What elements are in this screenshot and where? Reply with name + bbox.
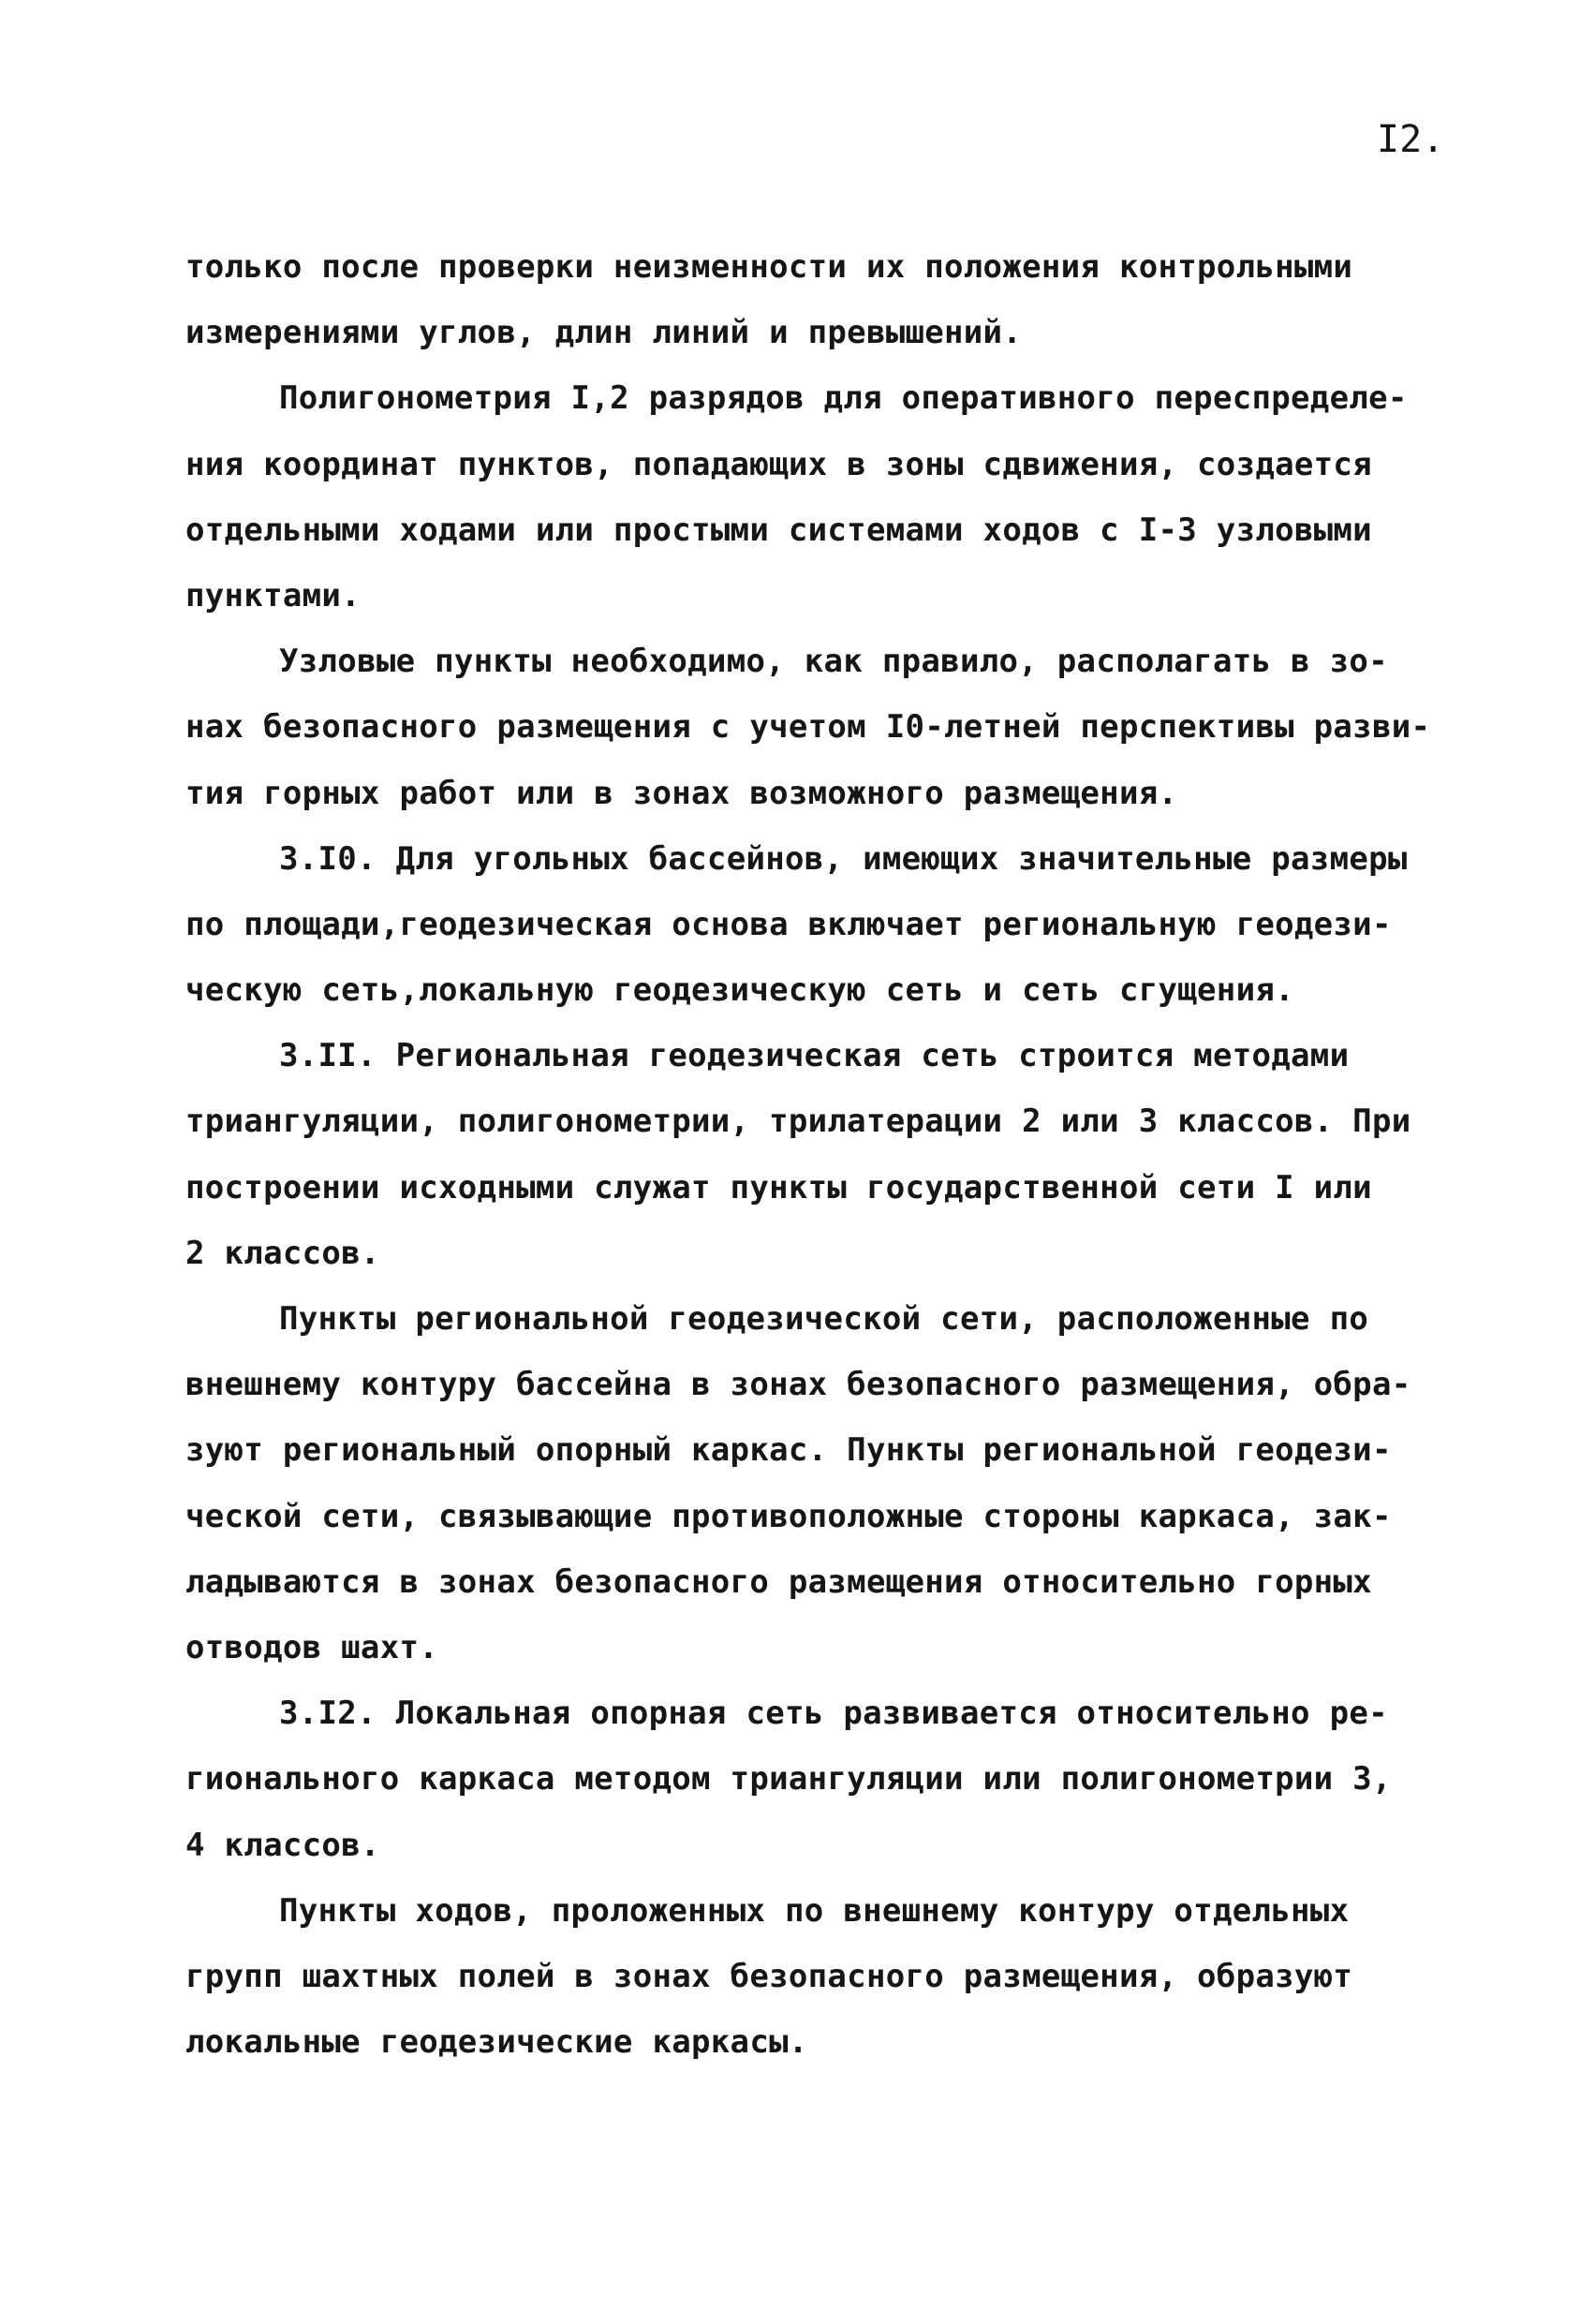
text-line: внешнему контуру бассейна в зонах безопасного размещения, обра- — [185, 1366, 1411, 1404]
section-3-10-heading-line: 3.I0. Для угольных бассейнов, имеющих значительные размеры — [279, 839, 1408, 878]
text-line: групп шахтных полей в зонах безопасного размещения, образуют — [185, 1957, 1353, 1995]
paragraph-first-line: Узловые пункты необходимо, как правило, располагать в зо- — [279, 643, 1388, 681]
paragraph-first-line: Пункты ходов, проложенных по внешнему контуру отдельных — [279, 1891, 1350, 1930]
body-text — [185, 234, 1497, 2075]
text-line: ния координат пунктов, попадающих в зоны сдвижения, создается — [185, 445, 1372, 483]
text-line: отводов шахт. — [185, 1628, 439, 1666]
text-line: триангуляции, полигонометрии, трилатерации 2 или 3 классов. При — [185, 1103, 1411, 1141]
text-line: ческую сеть,локальную геодезическую сеть и сеть сгущения. — [185, 971, 1294, 1010]
text-line: ческой сети, связывающие противоположные стороны каркаса, зак- — [185, 1497, 1392, 1535]
text-line: 2 классов. — [185, 1234, 380, 1272]
text-line: по площади,геодезическая основа включает региональную геодези- — [185, 905, 1392, 943]
text-line: только после проверки неизменности их положения контрольными — [185, 248, 1353, 286]
text-line: гионального каркаса методом триангуляции или полигонометрии 3, — [185, 1760, 1392, 1799]
section-3-11-heading-line: 3.II. Региональная геодезическая сеть строится методами — [279, 1037, 1350, 1075]
section-3-12-heading-line: 3.I2. Локальная опорная сеть развивается относительно ре- — [279, 1695, 1388, 1733]
text-line: 4 классов. — [185, 1826, 380, 1864]
text-line: ладываются в зонах безопасного размещения относительно горных — [185, 1562, 1372, 1601]
text-line: отдельными ходами или простыми системами ходов с I-3 узловыми — [185, 511, 1372, 549]
text-line: пунктами. — [185, 576, 361, 614]
page-number: I2. — [1377, 118, 1445, 161]
text-line: построении исходными служат пункты государственной сети I или — [185, 1168, 1372, 1206]
text-line: нах безопасного размещения с учетом I0-летней перспективы разви- — [185, 708, 1431, 747]
paragraph-first-line: Пункты региональной геодезической сети, расположенные по — [279, 1300, 1369, 1338]
paragraph-first-line: Полигонометрия I,2 разрядов для оперативного переспределе- — [279, 379, 1408, 418]
text-line: зуют региональный опорный каркас. Пункты региональной геодези- — [185, 1431, 1392, 1470]
text-line: локальные геодезические каркасы. — [185, 2023, 808, 2062]
text-line: тия горных работ или в зонах возможного размещения. — [185, 774, 1178, 812]
text-line: измерениями углов, длин линий и превышений. — [185, 314, 1023, 352]
